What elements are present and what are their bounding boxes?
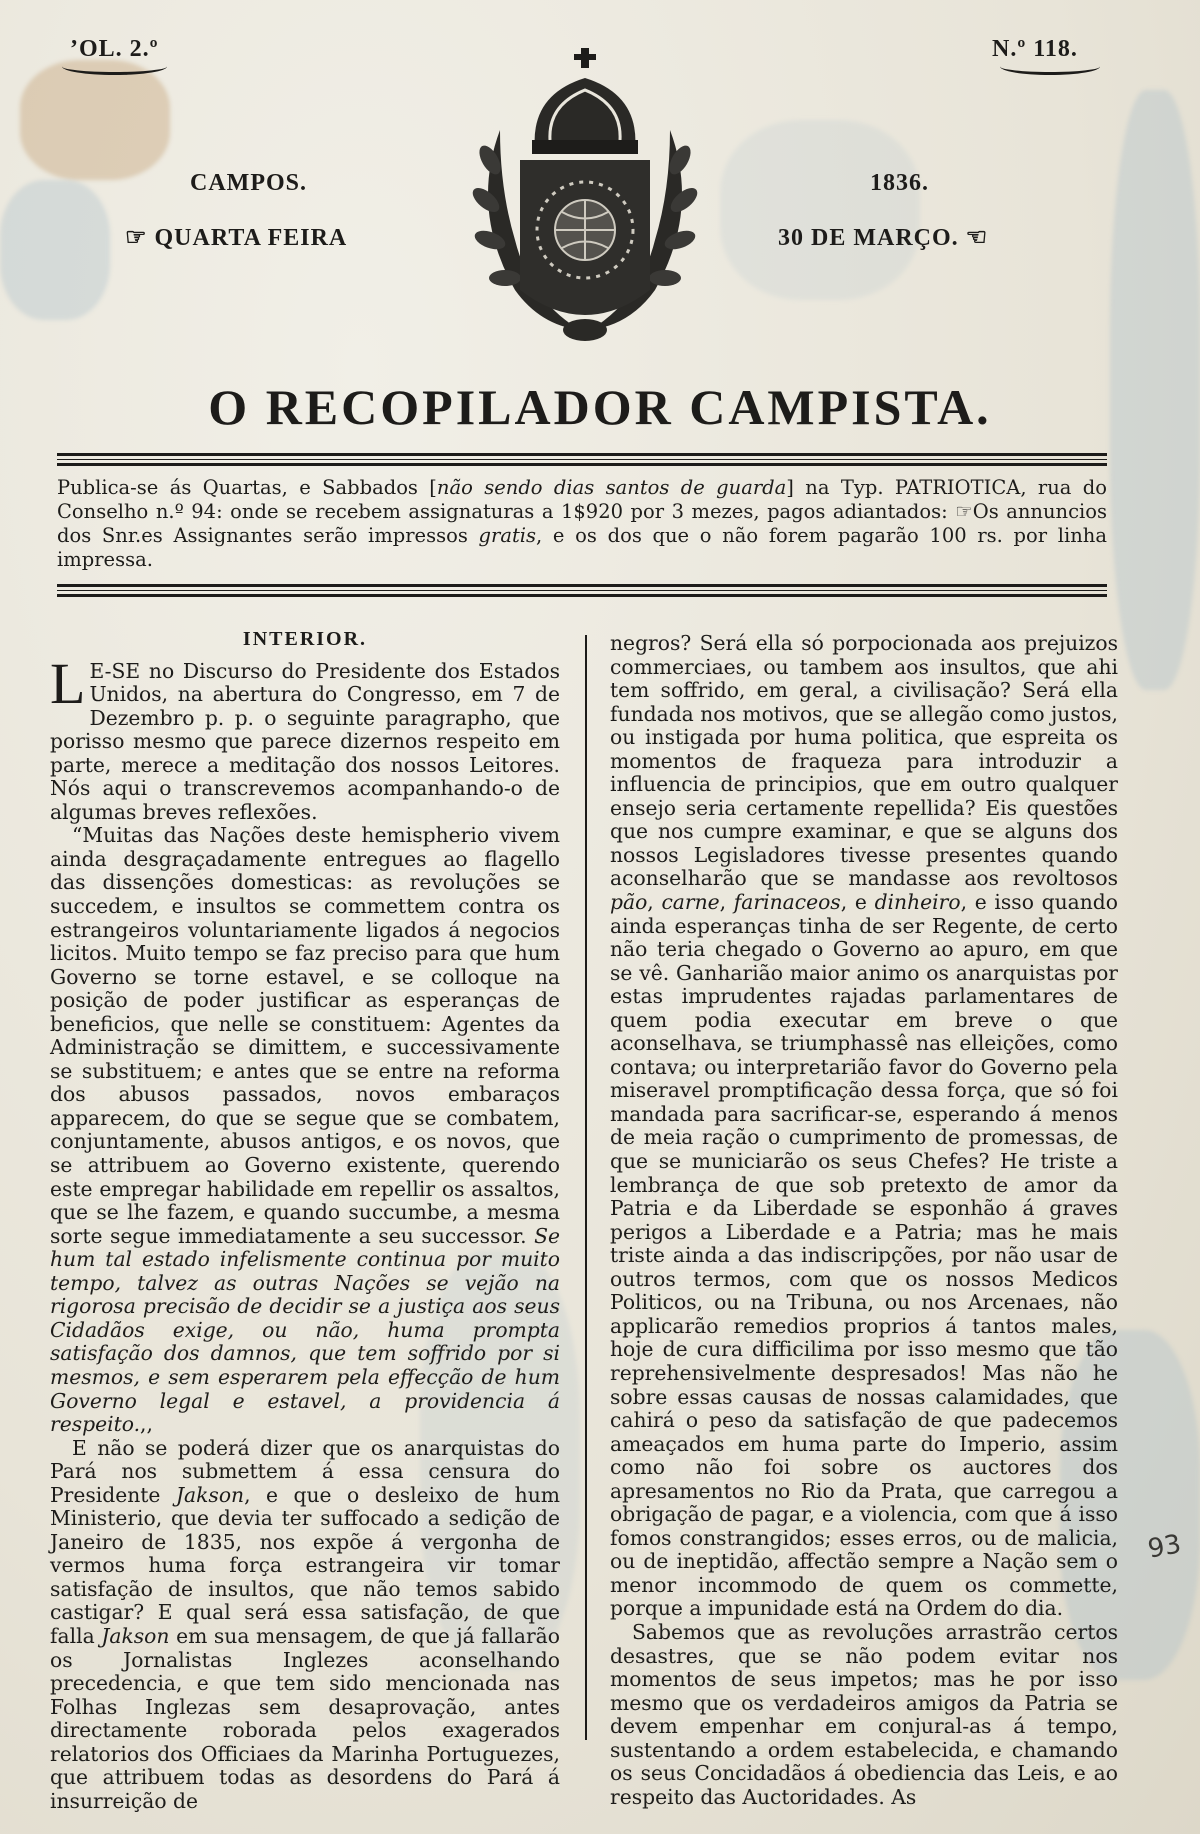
article-paragraph: E não se poderá dizer que os anarquistas do Pará nos submettem á essa censura do Presidente Jakson, e que o desleixo de hum Ministerio, que devia ter suffocado a sedição de Janeiro de 1835, nos expõe á vergonha de vermos huma força estrangeira vir tomar satisfação de insultos, que não temos sabido castigar? E qual será essa satisfação, de que falla Jakson em sua mensagem, de que já fallarão os Jornalistas Inglezes aconselhando precedencia, e que tem sido mencionada nas Folhas Inglezas sem desaprovação, antes directamente roborada pelos exagerados relatorios dos Officiaes da Marinha Portuguezes, que attribuem todas as desordens do Pará á insurreição de — [50, 1435, 561, 1813]
article-paragraph: negros? Será ella só porpocionada aos prejuizos commerciaes, ou tambem aos insultos, que ahi tem soffrido, em geral, a civilisação? Será ella fundada nos motivos, que se allegão como justos, ou instigada por huma politica, que espreita os momentos de fraqueza para introduzir a influencia de principios, que em outro qualquer ensejo seria certamente repellida? Eis questões que nos cumpre examinar, e que se alguns dos nossos Legisladores tivesse presentes quando aconselharão que se mandasse aos revoltosos pão, carne, farinaceos, e dinheiro, e isso quando ainda esperanças tinha de ser Regente, de certo não teria chegado o Governo ao apuro, em que se vê. Ganharião maior animo os anarquistas por estas imprudentes rajadas parlamentares de quem podia executar em breve o que aconselhava, se triumphassê nas elleições, como contava; ou interpretarião favor do Governo pela miseravel promptificação dessa força, que só foi mandada para sacrificar-se, esperando á menos de meia ração o cumprimento de promessas, de que se municiarão os seus Chefes? He triste a lembrança de que sob pretexto de amor da Patria e da Liberdade se esponhão á graves perigos a Liberdade e a Patria; mas he mais triste ainda a das indiscripções, por não usar de outros termos, com que os nossos Medicos Politicos, ou na Tribuna, ou nos Arcenaes, não applicarão remedios proprios á tantos males, hoje de cura difficilima por isso mesmo que tão reprehensivelmente despresados! Mas não he sobre essas causas de nossas calamidades, que cahirá o peso da satisfação de que padecemos ameaçados em huma parte do Imperio, assim como não foi sobre os auctores dos apresamentos no Rio da Prata, que carregou a obrigação de pagar, e a violencia, com que á isso fomos constrangidos; esses erros, ou de malicia, ou de ineptidão, affectão sempre a Nação sem o menor incommodo de quem os commette, porque a impunidade está na Ordem do dia. — [610, 631, 1118, 1621]
handwritten-page-number: 93 — [1145, 1529, 1184, 1565]
weekday-label: ☞ QUARTA FEIRA — [125, 225, 348, 251]
section-heading: INTERIOR. — [242, 628, 368, 650]
volume-label: ʼOL. 2.º — [70, 36, 159, 62]
rule-divider — [57, 590, 1107, 591]
paper-stain — [720, 120, 920, 300]
right-column — [610, 632, 1118, 1809]
city-label: CAMPOS. — [190, 170, 307, 196]
quoted-paragraph: “Muitas das Nações deste hemispherio vivem ainda desgraçadamente entregues ao flagello das dissenções domesticas: as revoluções se succedem, e insultos se commettem contra os estrangeiros voluntariamente ligados á negocios licitos. Muito tempo se faz preciso para que hum Governo se torne estavel, e se colloque na posição de poder justificar as esperanças de beneficios, que nelle se constituem: Agentes da Administração se dimittem, e successivamente se substituem; e antes que se entre na reforma dos abusos passados, novos embaraços apparecem, do que se segue que se combatem, conjuntamente, abusos antigos, e os novos, que se attribuem ao Governo existente, querendo este empregar habilidade em repellir os assaltos, que se lhe fazem, e quando succumbe, a mesma sorte segue immediatamente a seu successor. Se hum tal estado infelismente continua por muito tempo, talvez as outras Nações se vejão na rigorosa precisão de decidir se a justiça aos seus Cidadãos exige, ou não, huma prompta satisfação dos damnos, que tem soffrido por si mesmos, e sem esperarem pela effecção de hum Governo legal e estavel, a providencia á respeito.,, — [50, 823, 560, 1437]
paper-stain — [0, 180, 110, 320]
rule-divider — [57, 453, 1107, 456]
rule-divider — [57, 594, 1107, 597]
article-paragraph: L E-SE no Discurso do Presidente dos Estados Unidos, na abertura do Congresso, em 7 de Dezembro p. p. o seguinte paragrapho, que porisso mesmo que parece dizernos respeito em parte, merece a meditação dos nossos Leitores. Nós aqui o transcrevemos acompanhando-o de algumas breves reflexões. — [50, 650, 560, 824]
rule-divider — [57, 584, 1107, 587]
column-divider — [585, 635, 587, 1740]
article-paragraph: Sabemos que as revoluções arrastrão certos desastres, que se não podem evitar nos momentos de seus impetos; mas he por isso mesmo que os verdadeiros amigos da Patria se devem empenhar em conjural-as á tempo, sustentando a ordem estabelecida, e chamando os seus Concidadãos á obediencia das Leis, e ao respeito das Auctoridades. As — [610, 1619, 1118, 1809]
drop-cap: L — [50, 650, 86, 716]
paper-stain — [20, 60, 170, 180]
rule-divider — [57, 463, 1107, 466]
swash-ornament — [62, 58, 167, 75]
year-label: 1836. — [870, 170, 929, 196]
newspaper-title: O RECOPILADOR CAMPISTA. — [208, 379, 992, 435]
issue-number: N.º 118. — [992, 36, 1078, 62]
swash-ornament — [1000, 58, 1100, 75]
publication-notice: Publica-se ás Quartas, e Sabbados [não sendo dias santos de guarda] na Typ. PATRIOTICA, rua do Conselho n.º 94: onde se recebem assignaturas a 1$920 por 3 mezes, pagos adiantados: ☞Os annuncios dos Snr.es Assignantes serão impressos gratis, e os dos que o não forem pagarão 100 rs. por linha impressa. — [57, 476, 1107, 571]
imperial-coat-of-arms-icon — [460, 40, 710, 350]
rule-divider — [57, 459, 1107, 460]
date-label: 30 DE MARÇO. ☜ — [778, 225, 989, 251]
left-column — [50, 628, 560, 1813]
